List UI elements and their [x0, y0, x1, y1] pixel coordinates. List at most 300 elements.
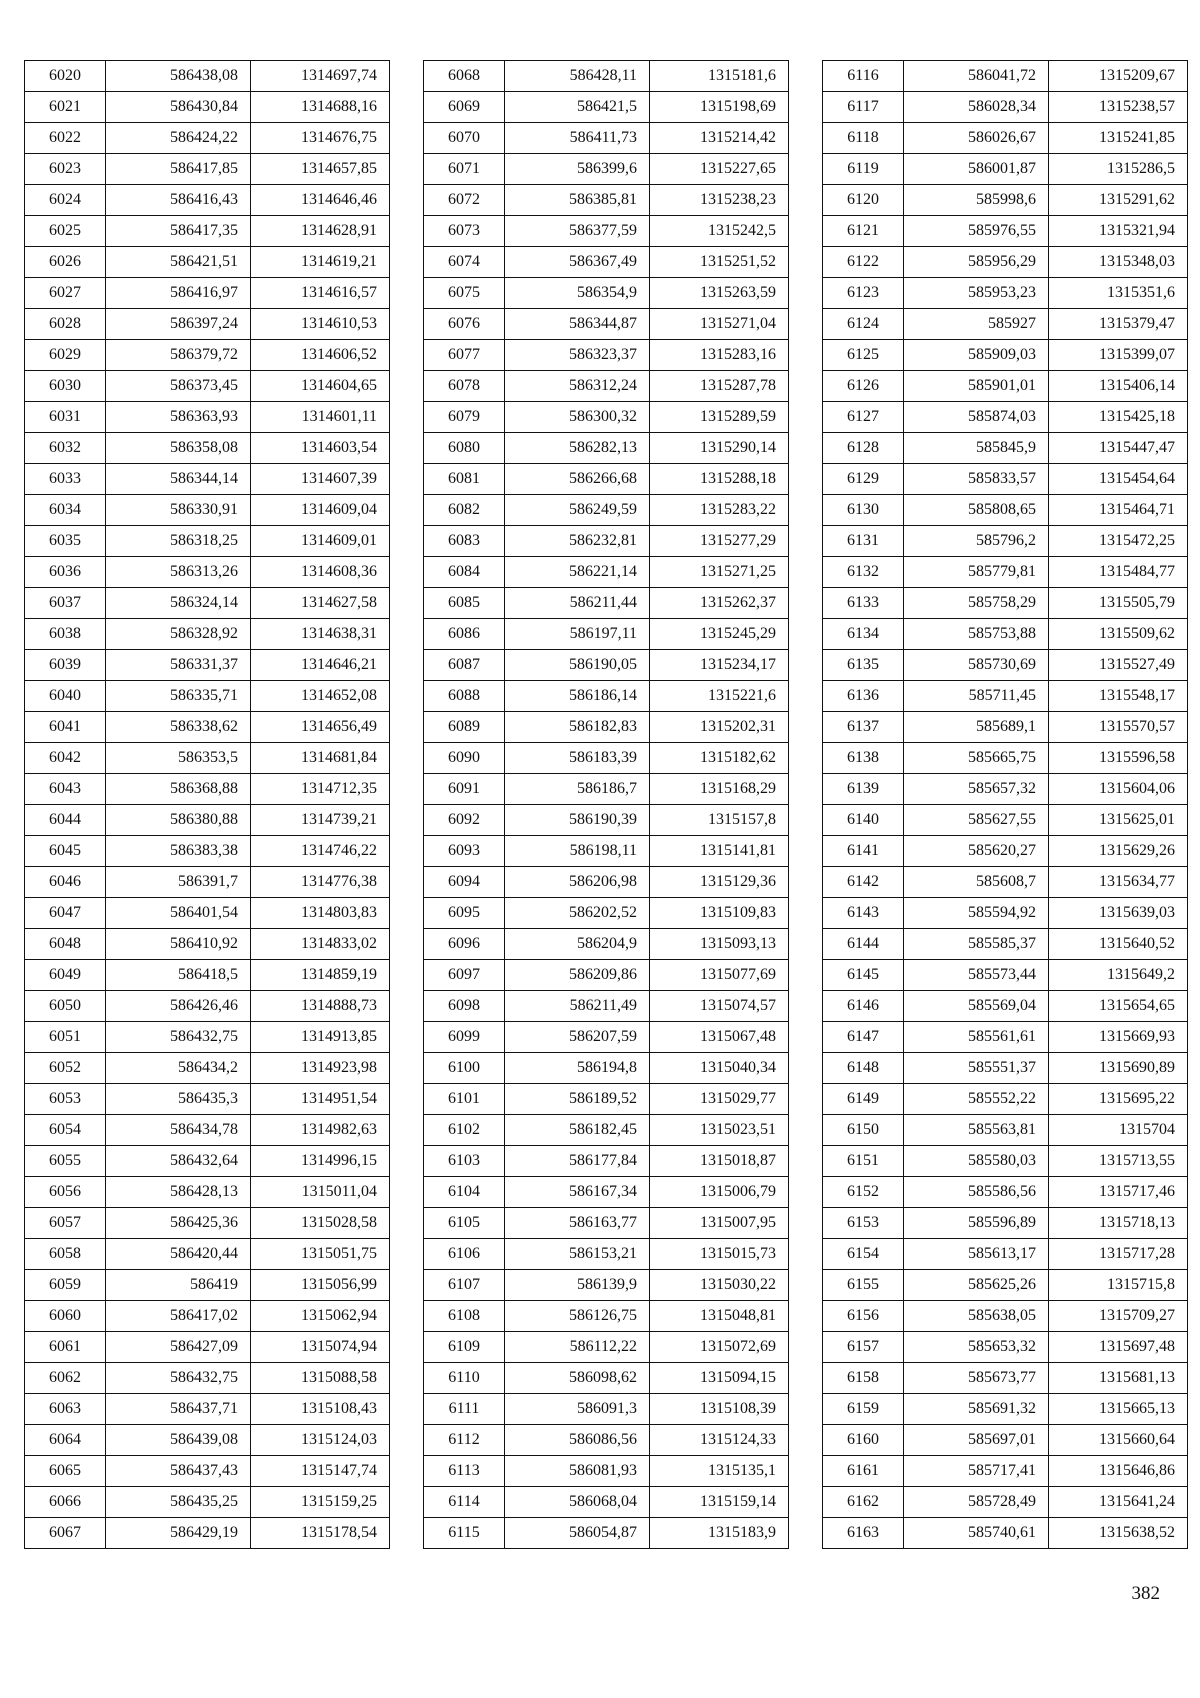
point-number-cell: 6074 [424, 247, 505, 278]
point-number-cell: 6047 [25, 898, 106, 929]
y-coordinate-cell: 1315028,58 [251, 1208, 390, 1239]
point-number-cell: 6154 [823, 1239, 904, 1270]
y-coordinate-cell: 1315182,62 [650, 743, 789, 774]
y-coordinate-cell: 1315425,18 [1049, 402, 1188, 433]
table-row [823, 154, 1188, 185]
point-number-cell: 6037 [25, 588, 106, 619]
point-number-cell: 6029 [25, 340, 106, 371]
table-row [424, 929, 789, 960]
point-number-cell: 6081 [424, 464, 505, 495]
table-row [823, 1332, 1188, 1363]
table-row [424, 588, 789, 619]
y-coordinate-cell: 1315238,57 [1049, 92, 1188, 123]
y-coordinate-cell: 1315030,22 [650, 1270, 789, 1301]
table-row [424, 991, 789, 1022]
y-coordinate-cell: 1314712,35 [251, 774, 390, 805]
point-number-cell: 6150 [823, 1115, 904, 1146]
x-coordinate-cell: 586112,22 [505, 1332, 650, 1363]
y-coordinate-cell: 1314913,85 [251, 1022, 390, 1053]
point-number-cell: 6123 [823, 278, 904, 309]
table-row [25, 1332, 390, 1363]
y-coordinate-cell: 1314859,19 [251, 960, 390, 991]
table-row [25, 588, 390, 619]
x-coordinate-cell: 586081,93 [505, 1456, 650, 1487]
y-coordinate-cell: 1314888,73 [251, 991, 390, 1022]
y-coordinate-cell: 1314604,65 [251, 371, 390, 402]
x-coordinate-cell: 586266,68 [505, 464, 650, 495]
x-coordinate-cell: 585585,37 [904, 929, 1049, 960]
table-row [823, 464, 1188, 495]
table-row [424, 1301, 789, 1332]
x-coordinate-cell: 585620,27 [904, 836, 1049, 867]
y-coordinate-cell: 1315505,79 [1049, 588, 1188, 619]
point-number-cell: 6141 [823, 836, 904, 867]
x-coordinate-cell: 585638,05 [904, 1301, 1049, 1332]
y-coordinate-cell: 1315718,13 [1049, 1208, 1188, 1239]
table-row [823, 402, 1188, 433]
x-coordinate-cell: 585552,22 [904, 1084, 1049, 1115]
table-row [823, 1146, 1188, 1177]
y-coordinate-cell: 1315056,99 [251, 1270, 390, 1301]
y-coordinate-cell: 1315202,31 [650, 712, 789, 743]
point-number-cell: 6063 [25, 1394, 106, 1425]
point-number-cell: 6129 [823, 464, 904, 495]
y-coordinate-cell: 1315277,29 [650, 526, 789, 557]
y-coordinate-cell: 1314746,22 [251, 836, 390, 867]
table-row [823, 1177, 1188, 1208]
table-row [424, 1363, 789, 1394]
x-coordinate-cell: 586190,39 [505, 805, 650, 836]
point-number-cell: 6122 [823, 247, 904, 278]
x-coordinate-cell: 586437,43 [106, 1456, 251, 1487]
x-coordinate-cell: 586417,02 [106, 1301, 251, 1332]
x-coordinate-cell: 586419 [106, 1270, 251, 1301]
y-coordinate-cell: 1315348,03 [1049, 247, 1188, 278]
point-number-cell: 6087 [424, 650, 505, 681]
y-coordinate-cell: 1314603,54 [251, 433, 390, 464]
x-coordinate-cell: 586177,84 [505, 1146, 650, 1177]
x-coordinate-cell: 586435,3 [106, 1084, 251, 1115]
table-row [823, 92, 1188, 123]
table-row [823, 681, 1188, 712]
y-coordinate-cell: 1315062,94 [251, 1301, 390, 1332]
y-coordinate-cell: 1315291,62 [1049, 185, 1188, 216]
x-coordinate-cell: 586354,9 [505, 278, 650, 309]
x-coordinate-cell: 585711,45 [904, 681, 1049, 712]
x-coordinate-cell: 586328,92 [106, 619, 251, 650]
y-coordinate-cell: 1314996,15 [251, 1146, 390, 1177]
y-coordinate-cell: 1314681,84 [251, 743, 390, 774]
y-coordinate-cell: 1315715,8 [1049, 1270, 1188, 1301]
x-coordinate-cell: 586153,21 [505, 1239, 650, 1270]
x-coordinate-cell: 585976,55 [904, 216, 1049, 247]
x-coordinate-cell: 586086,56 [505, 1425, 650, 1456]
x-coordinate-cell: 586363,93 [106, 402, 251, 433]
table-row [25, 1301, 390, 1332]
table-row [25, 1270, 390, 1301]
y-coordinate-cell: 1314628,91 [251, 216, 390, 247]
table-row [25, 1425, 390, 1456]
point-number-cell: 6054 [25, 1115, 106, 1146]
point-number-cell: 6020 [25, 61, 106, 92]
y-coordinate-cell: 1315157,8 [650, 805, 789, 836]
coordinate-table-3 [822, 60, 1188, 1549]
point-number-cell: 6135 [823, 650, 904, 681]
y-coordinate-cell: 1315074,94 [251, 1332, 390, 1363]
table-row [424, 557, 789, 588]
x-coordinate-cell: 586417,85 [106, 154, 251, 185]
point-number-cell: 6067 [25, 1518, 106, 1549]
point-number-cell: 6022 [25, 123, 106, 154]
x-coordinate-cell: 585808,65 [904, 495, 1049, 526]
y-coordinate-cell: 1314982,63 [251, 1115, 390, 1146]
y-coordinate-cell: 1315570,57 [1049, 712, 1188, 743]
y-coordinate-cell: 1315011,04 [251, 1177, 390, 1208]
y-coordinate-cell: 1315454,64 [1049, 464, 1188, 495]
x-coordinate-cell: 586312,24 [505, 371, 650, 402]
point-number-cell: 6104 [424, 1177, 505, 1208]
x-coordinate-cell: 585833,57 [904, 464, 1049, 495]
point-number-cell: 6093 [424, 836, 505, 867]
y-coordinate-cell: 1314606,52 [251, 340, 390, 371]
table-row [25, 650, 390, 681]
x-coordinate-cell: 586186,14 [505, 681, 650, 712]
y-coordinate-cell: 1314652,08 [251, 681, 390, 712]
x-coordinate-cell: 586367,49 [505, 247, 650, 278]
table-row [823, 712, 1188, 743]
point-number-cell: 6107 [424, 1270, 505, 1301]
x-coordinate-cell: 586182,45 [505, 1115, 650, 1146]
y-coordinate-cell: 1315681,13 [1049, 1363, 1188, 1394]
point-number-cell: 6158 [823, 1363, 904, 1394]
x-coordinate-cell: 586377,59 [505, 216, 650, 247]
y-coordinate-cell: 1315665,13 [1049, 1394, 1188, 1425]
table-row [25, 340, 390, 371]
point-number-cell: 6030 [25, 371, 106, 402]
table-row [823, 991, 1188, 1022]
point-number-cell: 6066 [25, 1487, 106, 1518]
x-coordinate-cell: 585909,03 [904, 340, 1049, 371]
x-coordinate-cell: 585758,29 [904, 588, 1049, 619]
table-row [25, 1363, 390, 1394]
table-row [25, 185, 390, 216]
y-coordinate-cell: 1315464,71 [1049, 495, 1188, 526]
y-coordinate-cell: 1315634,77 [1049, 867, 1188, 898]
x-coordinate-cell: 586435,25 [106, 1487, 251, 1518]
point-number-cell: 6083 [424, 526, 505, 557]
table-row [823, 1239, 1188, 1270]
point-number-cell: 6044 [25, 805, 106, 836]
point-number-cell: 6110 [424, 1363, 505, 1394]
point-number-cell: 6055 [25, 1146, 106, 1177]
point-number-cell: 6088 [424, 681, 505, 712]
table-row [823, 1363, 1188, 1394]
x-coordinate-cell: 586183,39 [505, 743, 650, 774]
x-coordinate-cell: 586373,45 [106, 371, 251, 402]
table-row [823, 929, 1188, 960]
x-coordinate-cell: 586421,5 [505, 92, 650, 123]
x-coordinate-cell: 586344,14 [106, 464, 251, 495]
x-coordinate-cell: 586426,46 [106, 991, 251, 1022]
table-row [823, 1394, 1188, 1425]
x-coordinate-cell: 586167,34 [505, 1177, 650, 1208]
x-coordinate-cell: 585561,61 [904, 1022, 1049, 1053]
y-coordinate-cell: 1315406,14 [1049, 371, 1188, 402]
table-row [424, 433, 789, 464]
table-row [424, 1332, 789, 1363]
table-row [25, 495, 390, 526]
y-coordinate-cell: 1315286,5 [1049, 154, 1188, 185]
y-coordinate-cell: 1314923,98 [251, 1053, 390, 1084]
table-row [25, 433, 390, 464]
point-number-cell: 6137 [823, 712, 904, 743]
y-coordinate-cell: 1315288,18 [650, 464, 789, 495]
point-number-cell: 6109 [424, 1332, 505, 1363]
point-number-cell: 6094 [424, 867, 505, 898]
y-coordinate-cell: 1315168,29 [650, 774, 789, 805]
table-row [424, 960, 789, 991]
point-number-cell: 6046 [25, 867, 106, 898]
y-coordinate-cell: 1315484,77 [1049, 557, 1188, 588]
y-coordinate-cell: 1315283,22 [650, 495, 789, 526]
table-row [25, 371, 390, 402]
y-coordinate-cell: 1315209,67 [1049, 61, 1188, 92]
x-coordinate-cell: 586434,2 [106, 1053, 251, 1084]
table-row [823, 1487, 1188, 1518]
y-coordinate-cell: 1315548,17 [1049, 681, 1188, 712]
point-number-cell: 6131 [823, 526, 904, 557]
point-number-cell: 6116 [823, 61, 904, 92]
table-row [424, 123, 789, 154]
table-row [823, 1053, 1188, 1084]
y-coordinate-cell: 1315717,46 [1049, 1177, 1188, 1208]
x-coordinate-cell: 585845,9 [904, 433, 1049, 464]
y-coordinate-cell: 1315181,6 [650, 61, 789, 92]
table-row [823, 1270, 1188, 1301]
x-coordinate-cell: 586380,88 [106, 805, 251, 836]
point-number-cell: 6101 [424, 1084, 505, 1115]
y-coordinate-cell: 1314609,04 [251, 495, 390, 526]
point-number-cell: 6132 [823, 557, 904, 588]
point-number-cell: 6048 [25, 929, 106, 960]
point-number-cell: 6139 [823, 774, 904, 805]
x-coordinate-cell: 585573,44 [904, 960, 1049, 991]
table-row [25, 991, 390, 1022]
table-row [25, 774, 390, 805]
table-row [424, 495, 789, 526]
table-row [424, 1239, 789, 1270]
point-number-cell: 6160 [823, 1425, 904, 1456]
table-row [424, 1394, 789, 1425]
point-number-cell: 6071 [424, 154, 505, 185]
x-coordinate-cell: 586427,09 [106, 1332, 251, 1363]
table-row [25, 309, 390, 340]
x-coordinate-cell: 585580,03 [904, 1146, 1049, 1177]
table-row [424, 898, 789, 929]
table-row [25, 1456, 390, 1487]
point-number-cell: 6042 [25, 743, 106, 774]
x-coordinate-cell: 586410,92 [106, 929, 251, 960]
table-row [424, 1518, 789, 1549]
point-number-cell: 6043 [25, 774, 106, 805]
table-row [823, 836, 1188, 867]
y-coordinate-cell: 1315214,42 [650, 123, 789, 154]
x-coordinate-cell: 586331,37 [106, 650, 251, 681]
table-row [25, 1022, 390, 1053]
y-coordinate-cell: 1315159,14 [650, 1487, 789, 1518]
point-number-cell: 6140 [823, 805, 904, 836]
y-coordinate-cell: 1315639,03 [1049, 898, 1188, 929]
x-coordinate-cell: 586068,04 [505, 1487, 650, 1518]
table-row [424, 1115, 789, 1146]
y-coordinate-cell: 1314601,11 [251, 402, 390, 433]
x-coordinate-cell: 586439,08 [106, 1425, 251, 1456]
point-number-cell: 6156 [823, 1301, 904, 1332]
point-number-cell: 6113 [424, 1456, 505, 1487]
table-row [25, 743, 390, 774]
x-coordinate-cell: 586318,25 [106, 526, 251, 557]
point-number-cell: 6033 [25, 464, 106, 495]
y-coordinate-cell: 1314657,85 [251, 154, 390, 185]
x-coordinate-cell: 585953,23 [904, 278, 1049, 309]
x-coordinate-cell: 586098,62 [505, 1363, 650, 1394]
y-coordinate-cell: 1314776,38 [251, 867, 390, 898]
point-number-cell: 6147 [823, 1022, 904, 1053]
y-coordinate-cell: 1315654,65 [1049, 991, 1188, 1022]
y-coordinate-cell: 1315625,01 [1049, 805, 1188, 836]
x-coordinate-cell: 586428,11 [505, 61, 650, 92]
y-coordinate-cell: 1315287,78 [650, 371, 789, 402]
x-coordinate-cell: 586313,26 [106, 557, 251, 588]
y-coordinate-cell: 1315048,81 [650, 1301, 789, 1332]
table-row [424, 867, 789, 898]
table-row [25, 1394, 390, 1425]
table-row [424, 836, 789, 867]
x-coordinate-cell: 585613,17 [904, 1239, 1049, 1270]
table-row [25, 526, 390, 557]
table-row [424, 743, 789, 774]
table-row [25, 1053, 390, 1084]
table-row [25, 154, 390, 185]
table-row [823, 433, 1188, 464]
point-number-cell: 6062 [25, 1363, 106, 1394]
table-row [424, 464, 789, 495]
point-number-cell: 6024 [25, 185, 106, 216]
point-number-cell: 6149 [823, 1084, 904, 1115]
x-coordinate-cell: 586417,35 [106, 216, 251, 247]
y-coordinate-cell: 1315717,28 [1049, 1239, 1188, 1270]
y-coordinate-cell: 1315649,2 [1049, 960, 1188, 991]
y-coordinate-cell: 1314608,36 [251, 557, 390, 588]
point-number-cell: 6092 [424, 805, 505, 836]
y-coordinate-cell: 1315709,27 [1049, 1301, 1188, 1332]
x-coordinate-cell: 586411,73 [505, 123, 650, 154]
x-coordinate-cell: 586401,54 [106, 898, 251, 929]
point-number-cell: 6105 [424, 1208, 505, 1239]
point-number-cell: 6070 [424, 123, 505, 154]
point-number-cell: 6159 [823, 1394, 904, 1425]
table-row [823, 960, 1188, 991]
table-row [424, 1022, 789, 1053]
table-row [25, 836, 390, 867]
x-coordinate-cell: 586026,67 [904, 123, 1049, 154]
table-row [424, 154, 789, 185]
table-row [25, 464, 390, 495]
y-coordinate-cell: 1314676,75 [251, 123, 390, 154]
point-number-cell: 6124 [823, 309, 904, 340]
point-number-cell: 6023 [25, 154, 106, 185]
table-row [424, 1270, 789, 1301]
page-number: 382 [1131, 1583, 1160, 1604]
x-coordinate-cell: 585796,2 [904, 526, 1049, 557]
table-row [424, 1084, 789, 1115]
point-number-cell: 6090 [424, 743, 505, 774]
y-coordinate-cell: 1315283,16 [650, 340, 789, 371]
table-row [424, 526, 789, 557]
table-row [823, 309, 1188, 340]
point-number-cell: 6112 [424, 1425, 505, 1456]
table-row [25, 402, 390, 433]
point-number-cell: 6061 [25, 1332, 106, 1363]
x-coordinate-cell: 586420,44 [106, 1239, 251, 1270]
point-number-cell: 6134 [823, 619, 904, 650]
table-row [25, 1146, 390, 1177]
y-coordinate-cell: 1314803,83 [251, 898, 390, 929]
y-coordinate-cell: 1315147,74 [251, 1456, 390, 1487]
point-number-cell: 6100 [424, 1053, 505, 1084]
table-row [823, 805, 1188, 836]
x-coordinate-cell: 585874,03 [904, 402, 1049, 433]
table-row [823, 495, 1188, 526]
y-coordinate-cell: 1315007,95 [650, 1208, 789, 1239]
point-number-cell: 6155 [823, 1270, 904, 1301]
table-row [25, 278, 390, 309]
point-number-cell: 6106 [424, 1239, 505, 1270]
table-row [823, 1115, 1188, 1146]
point-number-cell: 6102 [424, 1115, 505, 1146]
y-coordinate-cell: 1315271,25 [650, 557, 789, 588]
y-coordinate-cell: 1315074,57 [650, 991, 789, 1022]
table-row [25, 123, 390, 154]
y-coordinate-cell: 1315379,47 [1049, 309, 1188, 340]
table-row [823, 526, 1188, 557]
y-coordinate-cell: 1315351,6 [1049, 278, 1188, 309]
table-row [424, 278, 789, 309]
table-row [25, 247, 390, 278]
point-number-cell: 6041 [25, 712, 106, 743]
table-row [823, 278, 1188, 309]
x-coordinate-cell: 586418,5 [106, 960, 251, 991]
point-number-cell: 6065 [25, 1456, 106, 1487]
point-number-cell: 6098 [424, 991, 505, 1022]
table-row [424, 619, 789, 650]
x-coordinate-cell: 585653,32 [904, 1332, 1049, 1363]
point-number-cell: 6117 [823, 92, 904, 123]
point-number-cell: 6161 [823, 1456, 904, 1487]
x-coordinate-cell: 585551,37 [904, 1053, 1049, 1084]
x-coordinate-cell: 586054,87 [505, 1518, 650, 1549]
y-coordinate-cell: 1314697,74 [251, 61, 390, 92]
x-coordinate-cell: 585594,92 [904, 898, 1049, 929]
y-coordinate-cell: 1314951,54 [251, 1084, 390, 1115]
y-coordinate-cell: 1315704 [1049, 1115, 1188, 1146]
point-number-cell: 6108 [424, 1301, 505, 1332]
x-coordinate-cell: 585753,88 [904, 619, 1049, 650]
x-coordinate-cell: 586358,08 [106, 433, 251, 464]
x-coordinate-cell: 586282,13 [505, 433, 650, 464]
point-number-cell: 6025 [25, 216, 106, 247]
x-coordinate-cell: 585689,1 [904, 712, 1049, 743]
